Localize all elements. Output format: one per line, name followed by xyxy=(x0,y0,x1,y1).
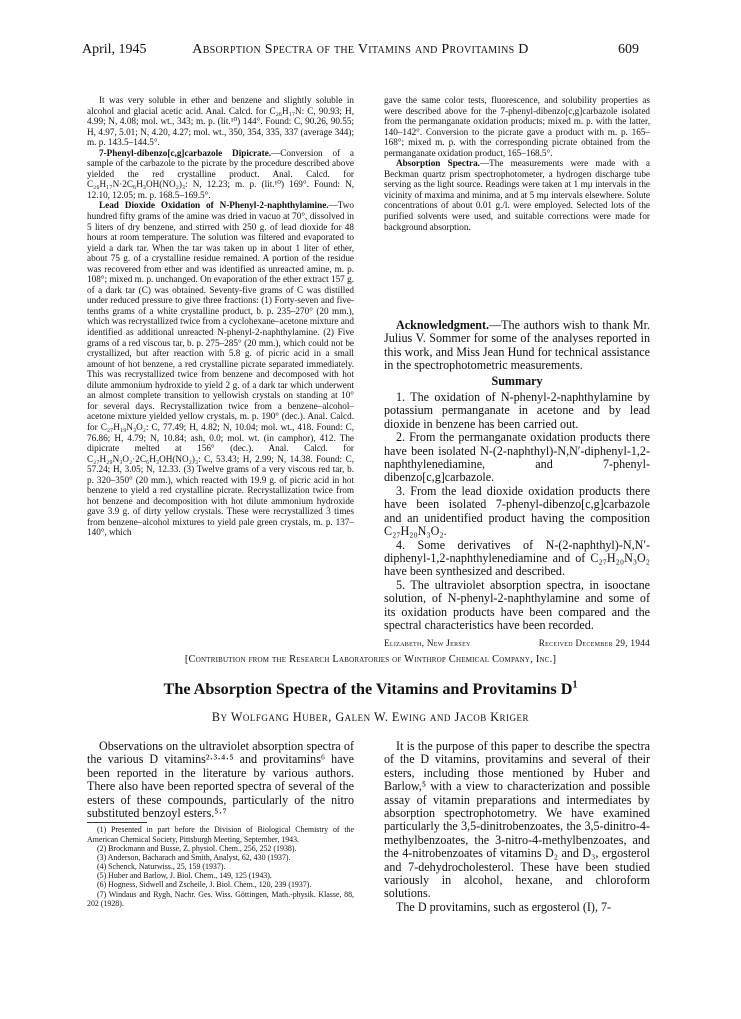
address-city: Elizabeth, New Jersey xyxy=(384,638,471,649)
summary-item-5: 5. The ultraviolet absorption spectra, in isooctane solution, of N-phenyl-2-naphthylamine and some of its oxidation products have been compared and the spectral characteristics have been recorded. xyxy=(384,577,650,632)
left-column-article xyxy=(87,740,354,908)
paragraph-dipicrate-body: —Conversion of a sample of the carbazole to the picrate by the procedure described above yielded the red crystalline product. Anal. Calcd. for C₂₆H₁₇N·2C₆H₃OH(NO₂)₃: N, 12.23; m. p. (lit.¹⁰) 169°. Found: N, 12.10, 12.05; m. p. 168.5–169.5°. xyxy=(87,147,354,200)
footnote-3: (3) Anderson, Bacharach and Smith, Analyst, 62, 430 (1937). xyxy=(97,852,291,862)
paragraph-color-tests: gave the same color tests, fluorescence, and solubility properties as were described above for the 7-phenyl-dibenzo[c,g]carbazole isolated from the permanganate oxidation products; mixed m. p. with the latter, 140–142°. Conversion to the picrate gave a product with m. p. 165–168°; mixed m. p. with the corresponding picrate obtained from the permanganate oxidation product, 165–168.5°. xyxy=(384,95,650,158)
summary-item-1: 1. The oxidation of N-phenyl-2-naphthylamine by potassium permanganate in acetone and by lead dioxide in benzene has been carried out. xyxy=(384,390,650,431)
paragraph-absorption-spectra xyxy=(384,158,650,232)
footnote-4: (4) Schenck, Naturwiss., 25, 159 (1937). xyxy=(97,862,226,872)
summary-heading: Summary xyxy=(491,373,543,388)
paragraph-acknowledgment-body: —The authors wish to thank Mr. Julius V. Sommer for some of the analyses reported in this work, and Miss Jean Hund for technical assistance in the spectrophotometric measurements. xyxy=(384,318,650,373)
paragraph-introduction: Observations on the ultraviolet absorption spectra of the various D vitamins²·³·⁴·⁵ and provitamins⁶ have been reported in the literature by various authors. There also have been reported spectra of several of the esters of these compounds, particularly of the nitro substituted benzoyl esters.⁵·⁷ xyxy=(87,739,354,821)
summary-item-4: 4. Some derivatives of N-(2-naphthyl)-N,N′-diphenyl-1,2-naphthylenediamine and of C₂₇H₂₀N₃O₂ have been synthesized and described. xyxy=(384,537,650,579)
paragraph-purpose: It is the purpose of this paper to describe the spectra of the D vitamins, provitamins and several of their esters, including those mentioned by Huber and Barlow,⁵ with a view to characterization and possible assay of vitamin preparations and intermediates by absorption spectrophotometry. We have examined particularly the 3,5-dinitrobenzoates, the 3,5-dinitro-4-methylbenzoates, the 3-nitro-4-methylbenzoates, and the 4-nitrobenzoates of vitamins D₂ and D₃, ergosterol and 7-dehydrocholesterol. These have been studied variously in alcohol, hexane, and chloroform solutions. xyxy=(384,739,650,901)
section-head-absorption-spectra: Absorption Spectra. xyxy=(396,158,480,169)
section-head-acknowledgment: Acknowledgment. xyxy=(396,318,490,332)
right-column-article xyxy=(384,740,650,914)
right-column-summary xyxy=(384,319,650,651)
article-title xyxy=(87,680,654,699)
contribution-line: [Contribution from the Research Laboratories of Winthrop Chemical Company, Inc.] xyxy=(184,654,557,665)
footnotes xyxy=(87,825,354,907)
article-title-text: The Absorption Spectra of the Vitamins and Provitamins D xyxy=(163,680,573,698)
article-title-footnote-mark: 1 xyxy=(572,679,578,691)
paragraph-provitamins: The D provitamins, such as ergosterol (I), 7- xyxy=(396,899,612,914)
summary-item-3: 3. From the lead dioxide oxidation products there have been isolated 7-phenyl-dibenzo[c,g]carbazole and an unidentified product having the composition C₂₇H₂₀N₃O₂. xyxy=(384,483,650,539)
footnote-7: (7) Windaus and Rygh, Nachr. Ges. Wiss. Göttingen, Math.-physik. Klasse, 88, 202 (1928). xyxy=(87,889,354,908)
footnote-divider xyxy=(87,822,147,823)
received-date: Received December 29, 1944 xyxy=(538,638,650,649)
footnote-1: (1) Presented in part before the Division of Biological Chemistry of the American Chemical Society, Pittsburgh Meeting, September, 1943. xyxy=(87,825,354,844)
paragraph-lead-dioxide xyxy=(87,200,354,538)
summary-item-2: 2. From the permanganate oxidation products there have been isolated N-(2-naphthyl)-N,N′-diphenyl-1,2-naphthylenediamine, and 7-phenyl-dibenzo[c,g]carbazole. xyxy=(384,430,650,485)
address-line xyxy=(384,637,650,650)
page-header xyxy=(82,42,639,60)
header-running-title: Absorption Spectra of the Vitamins and Provitamins D xyxy=(192,42,529,57)
section-head-dipicrate: 7-Phenyl-dibenzo[c,g]carbazole Dipicrate. xyxy=(99,147,272,158)
paragraph-absorption-spectra-body: —The measurements were made with a Beckman quartz prism spectrophotometer, a hydrogen discharge tube serving as the light source. Readings were taken at 1 mμ intervals in the vicinity of maxima and minima, and at 5 mμ intervals elsewhere. Solute concentrations of about 0.01 g./l. were employed. Selected lots of the purified solvents were used, and suitable corrections were made for background absorption. xyxy=(384,158,650,232)
footnote-5: (5) Huber and Barlow, J. Biol. Chem., 149, 125 (1943). xyxy=(97,871,272,881)
paragraph-lead-dioxide-body: —Two hundred fifty grams of the amine was dried in vacuo at 70°, dissolved in 5 liters of dry benzene, and stirred with 250 g. of lead dioxide for 48 hours at room temperature. The solution was filtered and evaporated to yield a dark tar. When the tar was taken up in about 1 liter of ether, about 75 g. of a crystalline residue remained. A portion of the residue was recovered from ether and was identified as unreacted amine, m. p. 108°; mixed m. p. unchanged. On evaporation of the ether extract 157 g. of a dark tar (C) was obtained. Seventy-five grams of C was distilled under reduced pressure to give three fractions: (1) Forty-seven and five-tenths grams of a white crystalline product, b. p. 235–270° (20 mm.), which was recrystallized twice from a cyclohexane–acetone mixture and identified as additional unreacted N-phenyl-2-naphthylamine. (2) Five grams of a red viscous tar, b. p. 275–285° (20 mm.), which could not be crystallized, but after reaction with 5.8 g. of picric acid in a small amount of hot benzene, a red crystalline picrate separated immediately. This was recrystallized twice from benzene and decomposed with hot dilute ammonium hydroxide to yield 2 g. of a dark tar which underwent an almost complete transition to yellowish crystals on standing at 10° for several days. Recrystallization twice from a benzene–alcohol–acetone mixture yielded yellow crystals, m. p. 190° (dec.). Anal. Calcd. for C₂₇H₁₉N₃O₂: C, 77.49; H, 4.82; N, 10.04; mol. wt., 418. Found: C, 76.86; H, 4.79; N, 10.84; ash, 0.0; mol. wt. (in camphor), 412. The dipicrate melted at 156° (dec.). Anal. Calcd. for C₂₇H₂₀N₃O₂·2C₆H₃OH(NO₂)₃: C, 53.43; H, 2.99; N, 14.38. Found: C, 57.24; H, 3.05; N, 12.33. (3) Twelve grams of a very viscous red tar, b. p. 320–350° (20 mm.), which reacted with 19.9 g. of picric acid in hot benzene to yield a red crystalline picrate. Recrystallization twice from hot benzene and decomposition with hot dilute ammonium hydroxide gave 3.9 g. of dirty yellow crystals. These were recrystallized 3 times from benzene–alcohol mixtures to yield pale green crystals, m. p. 137–140°, which xyxy=(87,200,354,538)
left-column-top xyxy=(87,95,354,538)
section-head-lead-dioxide: Lead Dioxide Oxidation of N-Phenyl-2-naphthylamine. xyxy=(99,200,329,211)
footnote-2: (2) Brockmann and Busse, Z. physiol. Chem., 256, 252 (1938). xyxy=(97,843,297,853)
paragraph-acknowledgment xyxy=(384,319,650,373)
right-column-top xyxy=(384,95,650,232)
footnote-6: (6) Hogness, Sidwell and Zscheile, J. Biol. Chem., 120, 239 (1937). xyxy=(97,880,312,890)
paragraph-carbazole-properties: It was very soluble in ether and benzene and slightly soluble in alcohol and glacial acetic acid. Anal. Calcd. for C₂₆H₁₇N: C, 90.93; H, 4.99; N, 4.08; mol. wt., 343; m. p. (lit.¹⁰) 144°. Found: C, 90.26, 90.55; H, 4.97, 5.01; N, 4.20, 4.27; mol. wt., 350, 354, 335, 337 (average 344); m. p. 143.5–144.5°. xyxy=(87,95,354,148)
header-page-number: 609 xyxy=(618,42,639,57)
author-byline: By Wolfgang Huber, Galen W. Ewing and Jacob Kriger xyxy=(211,710,530,724)
paragraph-dipicrate xyxy=(87,148,354,201)
header-date: April, 1945 xyxy=(82,42,147,57)
